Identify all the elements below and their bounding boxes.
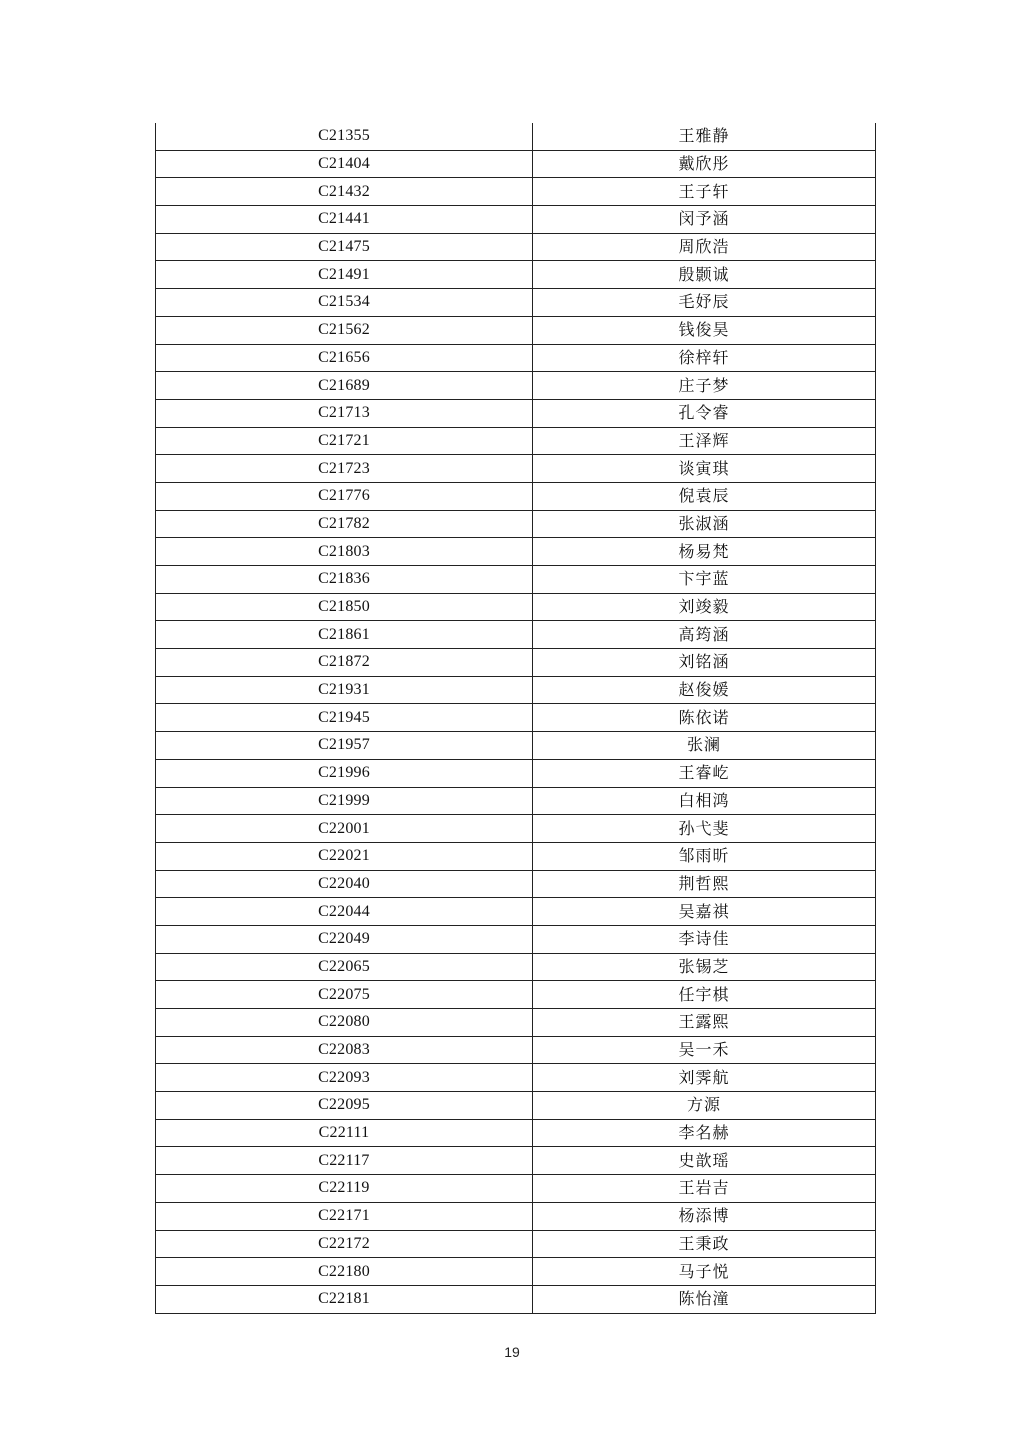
student-id-cell: C21931: [156, 676, 533, 704]
student-name-cell: 倪袁辰: [533, 482, 876, 510]
table-row: [156, 732, 876, 760]
student-id-cell: C21945: [156, 704, 533, 732]
table-row: [156, 787, 876, 815]
page-number: 19: [504, 1344, 520, 1360]
student-name-cell: 任宇棋: [533, 981, 876, 1009]
student-id-cell: C21803: [156, 538, 533, 566]
student-name-cell: 邹雨昕: [533, 842, 876, 870]
student-id-cell: C21475: [156, 233, 533, 261]
student-name-cell: 王露熙: [533, 1009, 876, 1037]
table-row: [156, 510, 876, 538]
student-name-cell: 陈依诺: [533, 704, 876, 732]
table-row: [156, 427, 876, 455]
student-name-cell: 张澜: [533, 732, 876, 760]
student-id-cell: C22044: [156, 898, 533, 926]
table-row: [156, 1258, 876, 1286]
student-id-cell: C21713: [156, 399, 533, 427]
table-row: [156, 538, 876, 566]
student-id-cell: C22111: [156, 1119, 533, 1147]
student-id-cell: C21441: [156, 206, 533, 234]
student-id-cell: C22075: [156, 981, 533, 1009]
student-id-cell: C21721: [156, 427, 533, 455]
roster-table: [155, 123, 876, 1314]
student-name-cell: 白相鸿: [533, 787, 876, 815]
table-row: [156, 1230, 876, 1258]
table-row: [156, 206, 876, 234]
student-id-cell: C21656: [156, 344, 533, 372]
table-row: [156, 482, 876, 510]
student-id-cell: C22093: [156, 1064, 533, 1092]
student-id-cell: C21534: [156, 289, 533, 317]
student-name-cell: 戴欣彤: [533, 150, 876, 178]
student-id-cell: C22172: [156, 1230, 533, 1258]
table-row: [156, 1202, 876, 1230]
student-name-cell: 刘霁航: [533, 1064, 876, 1092]
table-row: [156, 289, 876, 317]
student-id-cell: C21996: [156, 759, 533, 787]
student-id-cell: C22095: [156, 1092, 533, 1120]
table-row: [156, 981, 876, 1009]
student-name-cell: 王秉政: [533, 1230, 876, 1258]
table-row: [156, 621, 876, 649]
table-row: [156, 455, 876, 483]
table-row: [156, 842, 876, 870]
student-name-cell: 陈怡潼: [533, 1285, 876, 1313]
student-name-cell: 徐梓轩: [533, 344, 876, 372]
student-id-cell: C21723: [156, 455, 533, 483]
student-id-cell: C22181: [156, 1285, 533, 1313]
student-id-cell: C21861: [156, 621, 533, 649]
table-row: [156, 593, 876, 621]
student-name-cell: 孙弋斐: [533, 815, 876, 843]
student-id-cell: C22117: [156, 1147, 533, 1175]
student-name-cell: 史歆瑶: [533, 1147, 876, 1175]
student-id-cell: C21836: [156, 566, 533, 594]
table-row: [156, 1009, 876, 1037]
student-name-cell: 荆哲熙: [533, 870, 876, 898]
table-row: [156, 123, 876, 150]
table-row: [156, 233, 876, 261]
student-id-cell: C21999: [156, 787, 533, 815]
student-name-cell: 殷颢诚: [533, 261, 876, 289]
student-name-cell: 马子悦: [533, 1258, 876, 1286]
table-row: [156, 676, 876, 704]
table-row: [156, 898, 876, 926]
student-name-cell: 闵予涵: [533, 206, 876, 234]
student-name-cell: 谈寅琪: [533, 455, 876, 483]
table-row: [156, 1064, 876, 1092]
student-id-cell: C21850: [156, 593, 533, 621]
student-name-cell: 王睿屹: [533, 759, 876, 787]
table-row: [156, 759, 876, 787]
student-name-cell: 刘竣毅: [533, 593, 876, 621]
student-name-cell: 张淑涵: [533, 510, 876, 538]
student-name-cell: 王岩吉: [533, 1175, 876, 1203]
student-name-cell: 周欣浩: [533, 233, 876, 261]
student-id-cell: C21782: [156, 510, 533, 538]
table-row: [156, 1175, 876, 1203]
student-id-cell: C21562: [156, 316, 533, 344]
student-id-cell: C21355: [156, 123, 533, 150]
table-row: [156, 316, 876, 344]
table-row: [156, 815, 876, 843]
student-id-cell: C22065: [156, 953, 533, 981]
table-row: [156, 870, 876, 898]
table-row: [156, 261, 876, 289]
student-name-cell: 杨添博: [533, 1202, 876, 1230]
student-id-cell: C21404: [156, 150, 533, 178]
student-id-cell: C22171: [156, 1202, 533, 1230]
student-id-cell: C21957: [156, 732, 533, 760]
student-id-cell: C22119: [156, 1175, 533, 1203]
student-name-cell: 王泽辉: [533, 427, 876, 455]
student-id-cell: C21491: [156, 261, 533, 289]
table-row: [156, 150, 876, 178]
table-row: [156, 1092, 876, 1120]
student-name-cell: 李诗佳: [533, 925, 876, 953]
student-name-cell: 毛妤辰: [533, 289, 876, 317]
student-id-cell: C22049: [156, 925, 533, 953]
student-name-cell: 吴一禾: [533, 1036, 876, 1064]
table-row: [156, 1147, 876, 1175]
student-id-cell: C22180: [156, 1258, 533, 1286]
student-id-cell: C21776: [156, 482, 533, 510]
table-row: [156, 704, 876, 732]
student-name-cell: 杨易梵: [533, 538, 876, 566]
student-name-cell: 王雅静: [533, 123, 876, 150]
student-name-cell: 李名赫: [533, 1119, 876, 1147]
student-name-cell: 王子轩: [533, 178, 876, 206]
student-id-cell: C21432: [156, 178, 533, 206]
table-row: [156, 925, 876, 953]
student-id-cell: C22040: [156, 870, 533, 898]
table-row: [156, 566, 876, 594]
table-row: [156, 399, 876, 427]
student-name-cell: 庄子梦: [533, 372, 876, 400]
table-row: [156, 649, 876, 677]
student-name-cell: 吴嘉祺: [533, 898, 876, 926]
student-id-cell: C22001: [156, 815, 533, 843]
student-id-cell: C22080: [156, 1009, 533, 1037]
table-row: [156, 1285, 876, 1313]
table-row: [156, 344, 876, 372]
table-row: [156, 953, 876, 981]
student-id-cell: C21689: [156, 372, 533, 400]
student-id-cell: C21872: [156, 649, 533, 677]
table-row: [156, 178, 876, 206]
student-name-cell: 孔令睿: [533, 399, 876, 427]
student-id-cell: C22021: [156, 842, 533, 870]
table-row: [156, 1036, 876, 1064]
student-id-cell: C22083: [156, 1036, 533, 1064]
student-name-cell: 方源: [533, 1092, 876, 1120]
student-name-cell: 卞宇蓝: [533, 566, 876, 594]
table-row: [156, 1119, 876, 1147]
student-name-cell: 刘铭涵: [533, 649, 876, 677]
student-name-cell: 高筠涵: [533, 621, 876, 649]
table-row: [156, 372, 876, 400]
student-name-cell: 赵俊媛: [533, 676, 876, 704]
student-name-cell: 钱俊昊: [533, 316, 876, 344]
roster-table-body: [156, 123, 876, 1313]
student-name-cell: 张锡芝: [533, 953, 876, 981]
